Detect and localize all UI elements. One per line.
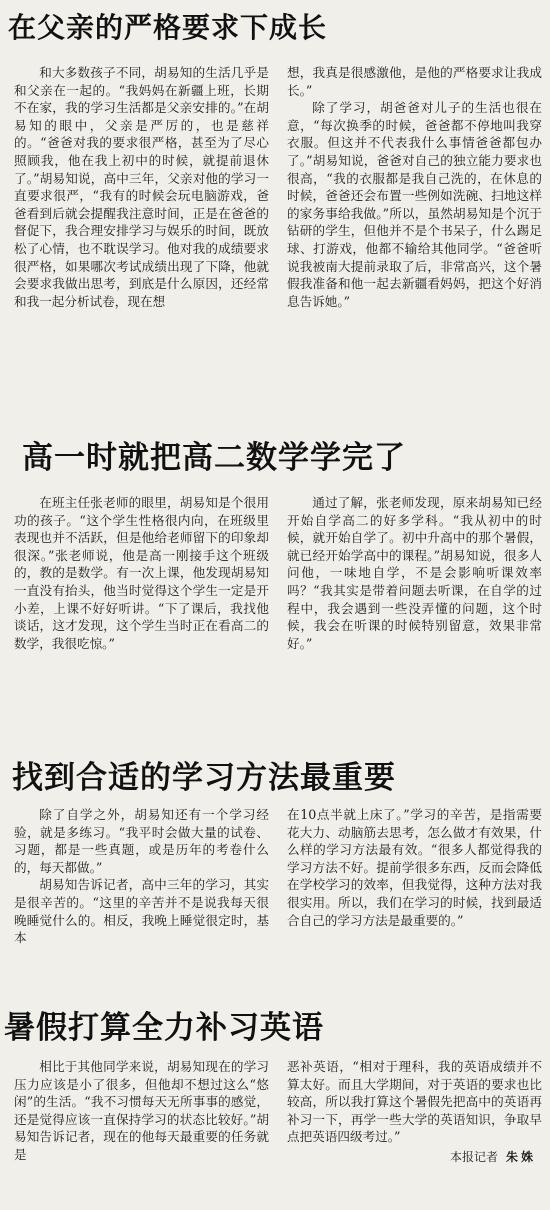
section-heading: 暑假打算全力补习英语 (4, 1010, 324, 1046)
byline-label: 本报记者 (449, 1149, 498, 1164)
paragraph: 和大多数孩子不同，胡易知的生活几乎是和父亲在一起的。“我妈妈在新疆上班，长期不在家，我的学习生活都是父亲安排的。”在胡易知的眼中，父亲是严厉的，也是慈祥的。“爸爸对我的要求很严格，甚至为了尽心照顾我，他在我上初中的时候，就提前退休了。”胡易知说，高中三年，父亲对他的学习一直要求很严，“我有的时候会玩电脑游戏，爸爸看到后就会提醒我注意时间，正是在爸爸的督促下，我合理安排学习与娱乐的时间，既放松了心情，也不耽误学习。他对我的成绩要求很严格，如果哪次考试成绩出现了下降，他就会要求我做出思考，到底是什么原因，还经常和我一起分析试卷，现在想 (14, 65, 269, 309)
paragraph: 在班主任张老师的眼里，胡易知是个很用功的孩子。“这个学生性格很内向，在班级里表现也并不活跃，但是他给老师留下的印象却很深。”张老师说，他是高一刚接手这个班级的，教的是数学。有一次上课，他发现胡易知一直没有抬头，他当时觉得这个学生一定是开小差，上课不好好听讲。“下了课后，我找他谈话，这才发现，这个学生当时正在看高二的数学，我很吃惊。” (14, 495, 269, 651)
paragraph: 通过了解，张老师发现，原来胡易知已经开始自学高二的好多学科。“我从初中的时候，就开始自学了。初中升高中的那个暑假，就已经开始学高中的课程。”胡易知说，很多人问他，一味地自学，不是会影响听课效率吗？“我其实是带着问题去听课，在自学的过程中，我会遇到一些没弄懂的问题，这个时候，我会在听课的时候特别留意，效果非常好。” (287, 495, 542, 651)
section-heading: 高一时就把高二数学学完了 (22, 440, 406, 476)
column-left (14, 806, 269, 947)
paragraph: 除了自学之外，胡易知还有一个学习经验，就是多练习。“我平时会做大量的试卷、习题，都是一些真题，或是历年的考卷什么的，每天都做。” (14, 807, 269, 875)
column-left (14, 494, 269, 652)
paragraph: 除了学习，胡爸爸对儿子的生活也很在意，“每次换季的时候，爸爸都不停地叫我穿衣服。但这并不代表我什么事情爸爸都包办了。”胡易知说，爸爸对自己的独立能力要求也很高，“我的衣服都是我自己洗的，在休息的时候，爸爸还会布置一些例如洗碗、扫地这样的家务事给我做。”所以，虽然胡易知是个沉于钻研的学生，但他并不是个书呆子，什么踢足球、打游戏，他都不输给其他同学。“爸爸听说我被南大提前录取了后，非常高兴，这个暑假我准备和他一起去新疆看妈妈，把这个好消息告诉她。” (287, 100, 542, 309)
section-1 (0, 0, 550, 420)
paragraph: 恶补英语，“相对于理科，我的英语成绩并不算太好。而且大学期间，对于英语的要求也比较高，所以我打算这个暑假先把高中的英语再补习一下，再学一些大学的英语知识，争取早点把英语四级考过。” (287, 1059, 542, 1145)
column-left (14, 64, 269, 310)
column-right (287, 806, 542, 947)
paragraph: 胡易知告诉记者，高中三年的学习，其实是很辛苦的。“这里的辛苦并不是说我每天很晚睡觉什么的。相反，我晚上睡觉很定时，基本 (14, 877, 269, 946)
column-right (287, 494, 542, 652)
paragraph: 在10点半就上床了。”学习的辛苦，是指需要花大力、动脑筋去思考，怎么做才有效果，什么样的学习方法最有效。“很多人都觉得我的学习方法不好。提前学很多东西，反而会降低在学校学习的效率，但我觉得，这种方法对我很实用。所以，我们在学习的时候，找到最适合自己的学习方法是最重要的。” (287, 807, 542, 928)
section-heading: 找到合适的学习方法最重要 (12, 760, 396, 796)
column-left (14, 1058, 269, 1165)
paragraph: 想，我真是很感激他，是他的严格要求让我成长。” (287, 65, 542, 98)
paragraph: 相比于其他同学来说，胡易知现在的学习压力应该是小了很多，但他却不想过这么“悠闲”的生活。“我不习惯每天无所事事的感觉，还是觉得应该一直保持学习的状态比较好。”胡易知告诉记者，现在的他每天最重要的任务就是 (14, 1059, 269, 1162)
column-right (287, 1058, 542, 1165)
section-2 (0, 428, 550, 738)
column-right (287, 64, 542, 310)
section-4 (0, 998, 550, 1210)
section-heading: 在父亲的严格要求下成长 (8, 11, 328, 44)
byline-name: 朱姝 (505, 1149, 536, 1164)
reporter-byline (287, 1148, 542, 1165)
section-3 (0, 748, 550, 988)
